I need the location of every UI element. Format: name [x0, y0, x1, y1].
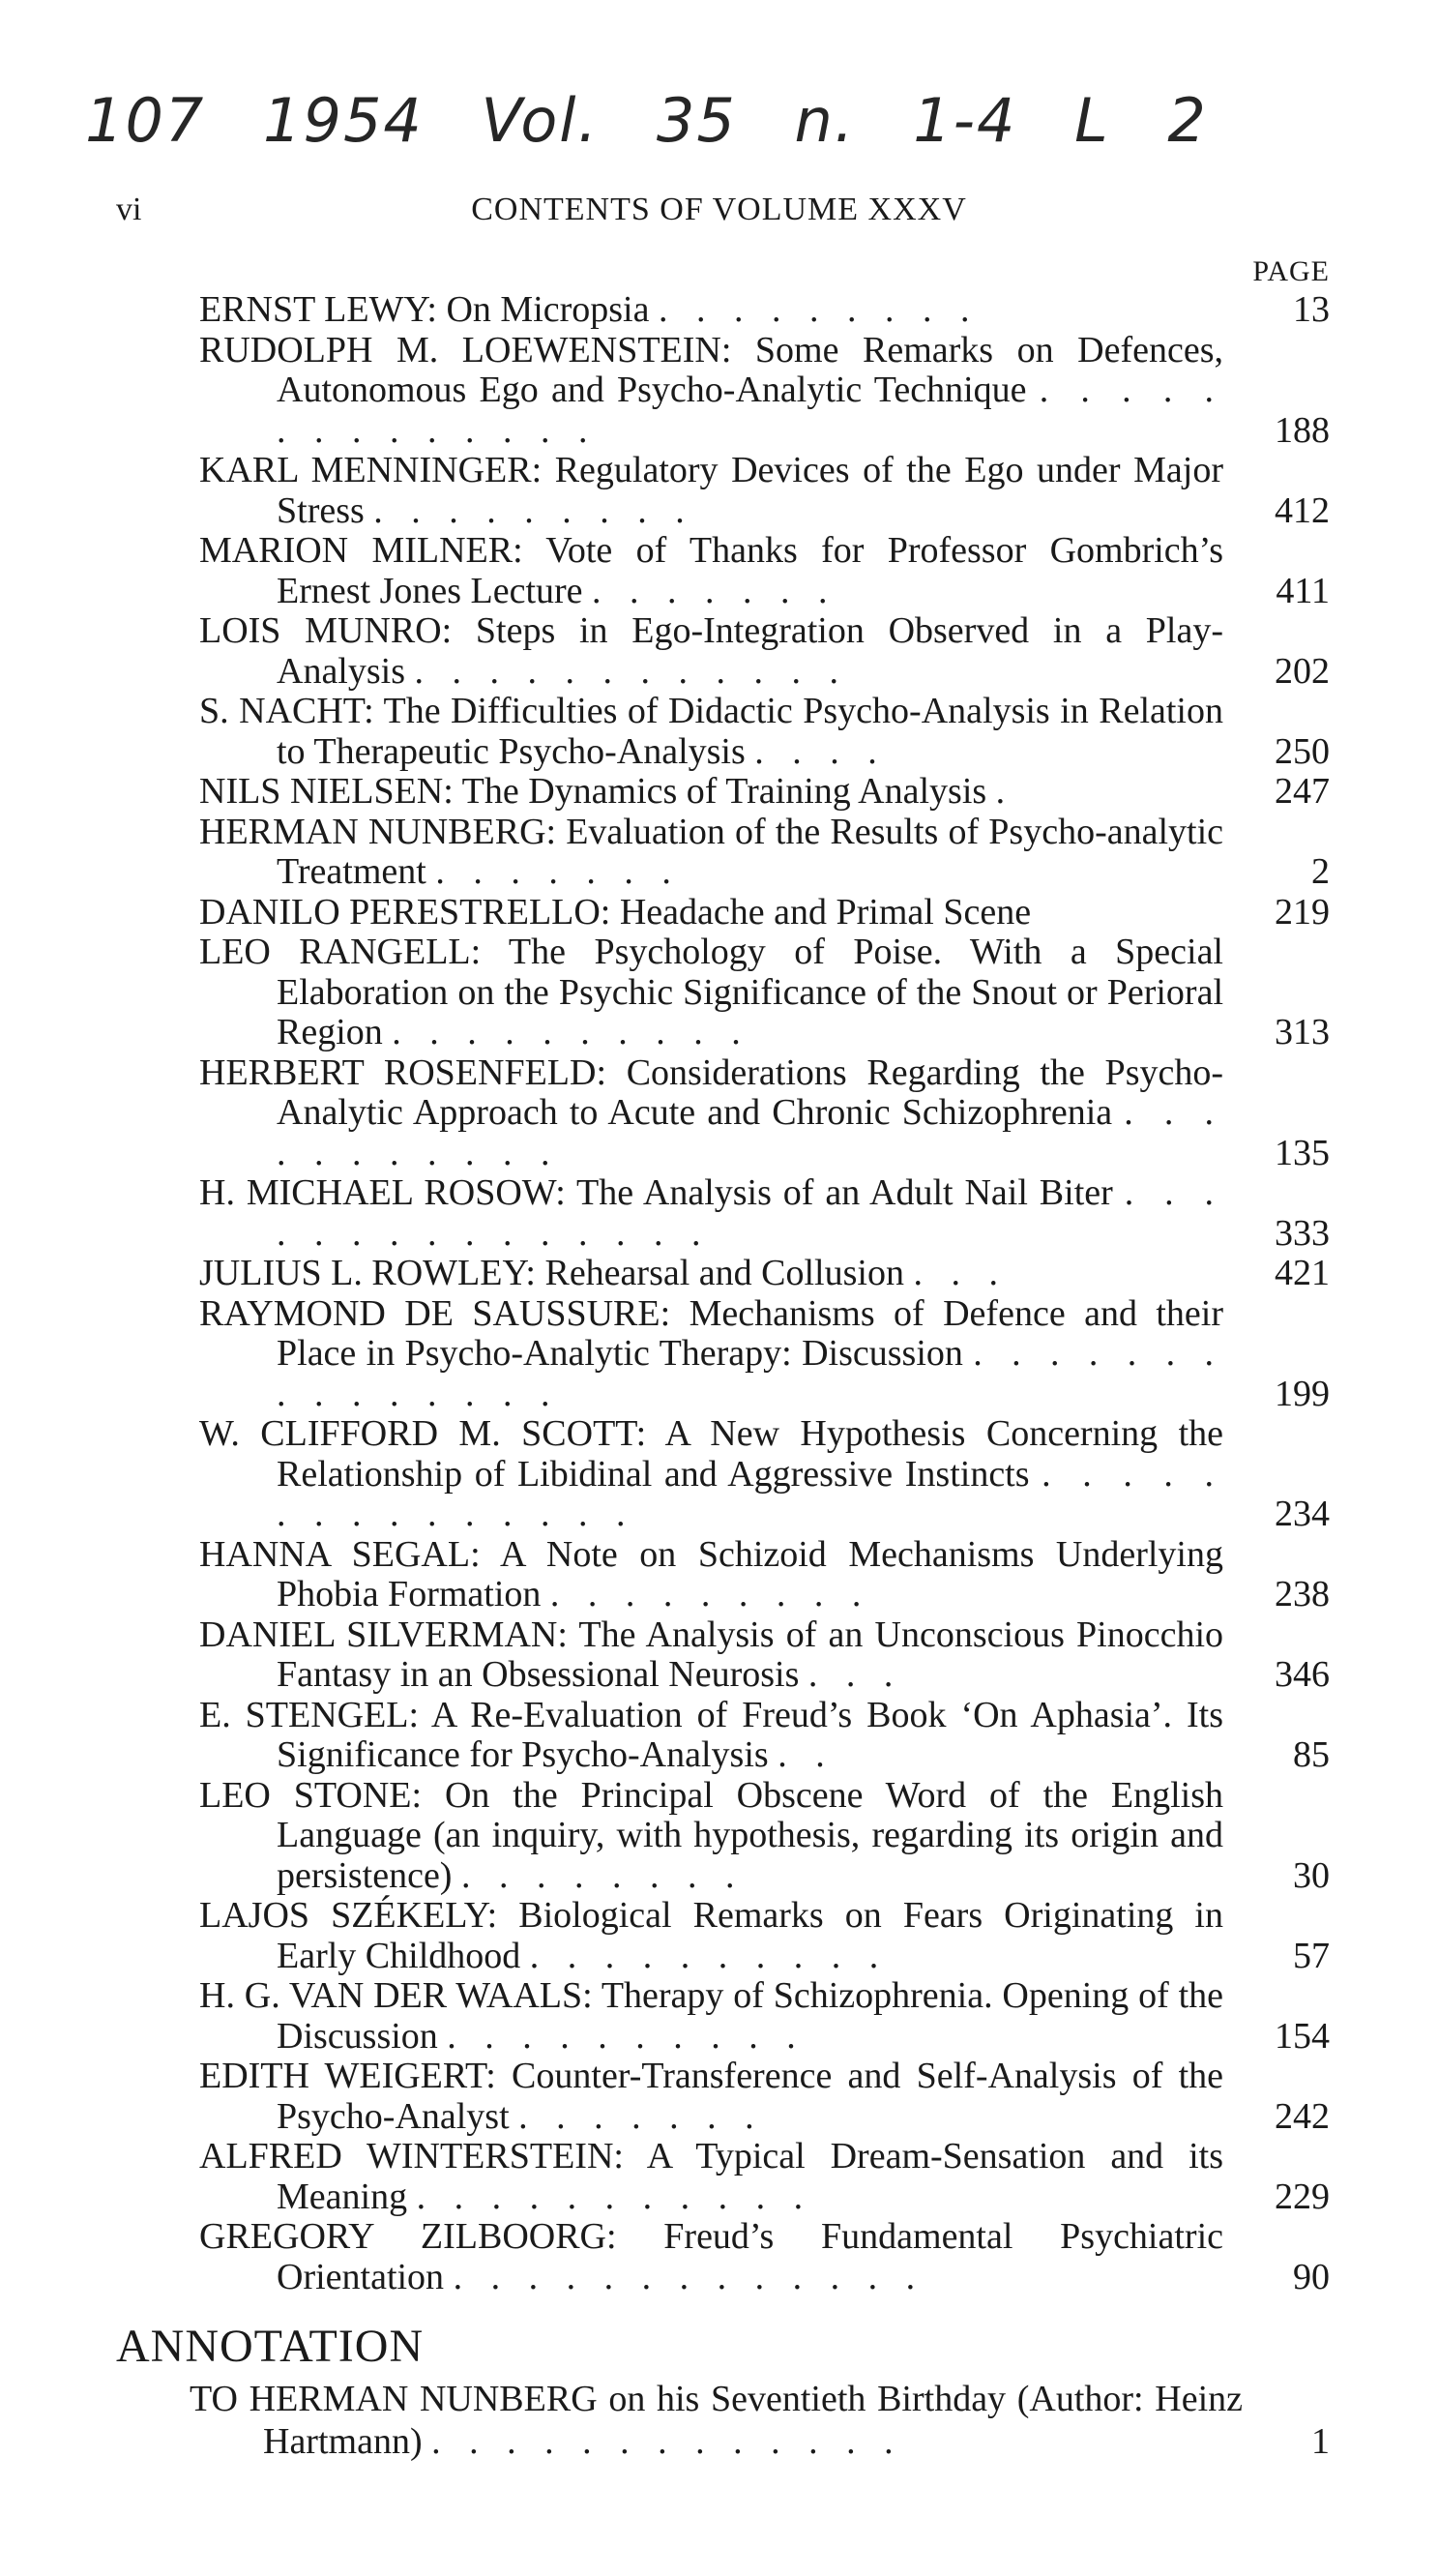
leader-dots: . . . . . . . . . . . . . . .	[277, 1453, 1223, 1534]
entry-page: 57	[1293, 1935, 1330, 1976]
entry-page: 13	[1293, 289, 1330, 330]
leader-dots: . . . . . . . . . . .	[416, 2176, 813, 2217]
entry-text: HANNA SEGAL: A Note on Schizoid Mechanisms Underlying Phobia Formation	[199, 1533, 1223, 1614]
leader-dots: . . . . . . . . . . . . .	[453, 2256, 925, 2297]
entry-page: 412	[1275, 489, 1330, 531]
contents-entry	[199, 692, 1330, 772]
leader-dots: . . . . . . . . . . . .	[414, 650, 848, 692]
entry-text: ALFRED WINTERSTEIN: A Typical Dream-Sensation and its Meaning	[199, 2136, 1223, 2217]
leader-dots: . . . . . . . . . . . . . . .	[277, 1333, 1223, 1414]
entry-text: NILS NIELSEN: The Dynamics of Training Analysis	[199, 771, 987, 812]
contents-entry	[199, 1615, 1330, 1696]
annotation-heading: ANNOTATION	[116, 2321, 425, 2372]
entry-text: LEO STONE: On the Principal Obscene Word of the English Language (an inquiry, with hypothesis, regarding its origin and persistence)	[199, 1774, 1223, 1896]
entry-page: 135	[1275, 1132, 1330, 1173]
contents-list	[199, 290, 1330, 2297]
leader-dots: . . . .	[754, 730, 887, 772]
entry-text: JULIUS L. ROWLEY: Rehearsal and Collusion	[199, 1253, 904, 1293]
contents-entry	[199, 1535, 1330, 1615]
entry-page: 247	[1275, 771, 1330, 812]
entry-text: LOIS MUNRO: Steps in Ego-Integration Observed in a Play-Analysis	[199, 610, 1223, 692]
leader-dots: . . . . . . . . . .	[447, 2015, 806, 2057]
contents-entry	[199, 531, 1330, 611]
contents-entry	[199, 933, 1330, 1053]
entry-page: 229	[1275, 2176, 1330, 2217]
entry-page: 234	[1275, 1494, 1330, 1534]
leader-dots: . . . . . . .	[518, 2095, 764, 2137]
entry-text: DANIEL SILVERMAN: The Analysis of an Unconscious Pinocchio Fantasy in an Obsessional Neurosis	[199, 1614, 1223, 1695]
entry-text: GREGORY ZILBOORG: Freud’s Fundamental Psychiatric Orientation	[199, 2216, 1223, 2297]
contents-entry	[199, 772, 1330, 813]
page-number: vi	[116, 192, 142, 227]
entry-text: MARION MILNER: Vote of Thanks for Professor Gombrich’s Ernest Jones Lecture	[199, 530, 1223, 611]
entry-page: 199	[1275, 1373, 1330, 1414]
entry-text: H. G. VAN DER WAALS: Therapy of Schizophrenia. Opening of the Discussion	[199, 1975, 1223, 2057]
entry-text: S. NACHT: The Difficulties of Didactic Psycho-Analysis in Relation to Therapeutic Psycho-Analysis	[199, 691, 1223, 772]
entry-page: 346	[1275, 1654, 1330, 1695]
entry-page: 30	[1293, 1854, 1330, 1896]
entry-page: 85	[1293, 1734, 1330, 1775]
contents-entry	[199, 893, 1330, 933]
contents-entry	[199, 1976, 1330, 2057]
entry-text: TO HERMAN NUNBERG on his Seventieth Birthday (Author: Heinz Hartmann)	[190, 2379, 1243, 2462]
entry-page: 238	[1275, 1574, 1330, 1614]
leader-dots: . . . . . . . . . . . . . .	[277, 370, 1224, 451]
contents-entry	[199, 2057, 1330, 2137]
entry-text: E. STENGEL: A Re-Evaluation of Freud’s Book ‘On Aphasia’. Its Significance for Psycho-Analysis	[199, 1694, 1223, 1775]
entry-page: 154	[1275, 2015, 1330, 2057]
entry-page: 242	[1275, 2095, 1330, 2137]
entry-text: H. MICHAEL ROSOW: The Analysis of an Adult Nail Biter	[199, 1172, 1113, 1213]
page-column-header: PAGE	[1252, 255, 1330, 287]
annotation-entry	[190, 2378, 1330, 2463]
contents-entry	[199, 611, 1330, 692]
leader-dots: . . . . . . . . . .	[529, 1935, 889, 1976]
contents-entry	[199, 813, 1330, 893]
contents-entry	[199, 1896, 1330, 1976]
contents-entry	[199, 331, 1330, 452]
leader-dots: . . . . . . .	[435, 851, 681, 892]
handwritten-catalog-note: 107 1954 Vol. 35 n. 1-4 L 2	[85, 85, 1208, 156]
entry-text: W. CLIFFORD M. SCOTT: A New Hypothesis Concerning the Relationship of Libidinal and Aggressive Instincts	[199, 1413, 1223, 1495]
leader-dots: . . . . . . . . . . . . .	[431, 2421, 903, 2462]
entry-page: 219	[1275, 891, 1330, 933]
entry-text: KARL MENNINGER: Regulatory Devices of the Ego under Major Stress	[199, 450, 1223, 531]
leader-dots: . . . . . . . . . .	[392, 1012, 750, 1052]
leader-dots: . . . . . . . . .	[373, 489, 694, 531]
entry-page: 2	[1311, 851, 1330, 892]
entry-text: DANILO PERESTRELLO: Headache and Primal Scene	[199, 891, 1032, 933]
entry-text: RUDOLPH M. LOEWENSTEIN: Some Remarks on Defences, Autonomous Ego and Psycho-Analytic Technique	[199, 329, 1223, 410]
entry-text: LEO RANGELL: The Psychology of Poise. With a Special Elaboration on the Psychic Significance of the Snout or Perioral Region	[199, 932, 1223, 1052]
entry-page: 202	[1275, 650, 1330, 692]
contents-entry	[199, 1053, 1330, 1174]
entry-page: 313	[1275, 1012, 1330, 1052]
contents-entry	[199, 1254, 1330, 1294]
contents-entry	[199, 1776, 1330, 1897]
contents-entry	[199, 1414, 1330, 1535]
entry-page: 333	[1275, 1212, 1330, 1254]
leader-dots: . . .	[807, 1654, 903, 1695]
entry-text: LAJOS SZÉKELY: Biological Remarks on Fears Originating in Early Childhood	[199, 1895, 1223, 1976]
entry-text: HERMAN NUNBERG: Evaluation of the Results of Psycho-analytic Treatment	[199, 811, 1223, 892]
leader-dots: . . . . . . . . .	[549, 1574, 871, 1614]
leader-dots: . . . . . . . .	[460, 1854, 745, 1896]
entry-page: 90	[1293, 2256, 1330, 2297]
leader-dots: . . . . . . . . .	[658, 289, 980, 330]
contents-entry	[199, 1294, 1330, 1415]
contents-entry	[199, 1696, 1330, 1776]
entry-text: EDITH WEIGERT: Counter-Transference and Self-Analysis of the Psycho-Analyst	[199, 2056, 1223, 2137]
contents-entry	[199, 290, 1330, 331]
leader-dots: . .	[778, 1734, 835, 1775]
contents-entry	[199, 2137, 1330, 2217]
leader-dots: .	[995, 771, 1015, 812]
contents-entry	[199, 2217, 1330, 2297]
contents-entry	[199, 451, 1330, 531]
entry-text: ERNST LEWY: On Micropsia	[199, 289, 650, 330]
entry-text: RAYMOND DE SAUSSURE: Mechanisms of Defence and their Place in Psycho-Analytic Therapy: Discussion	[199, 1292, 1223, 1374]
entry-page: 188	[1275, 409, 1330, 451]
running-head: CONTENTS OF VOLUME XXXV	[471, 192, 967, 227]
annotation-list	[190, 2378, 1330, 2463]
entry-page: 250	[1275, 730, 1330, 772]
leader-dots: . . . . . . . . . . .	[277, 1092, 1224, 1173]
entry-page: 421	[1275, 1253, 1330, 1293]
leader-dots: . . . . . . . . . . . . . . .	[277, 1172, 1224, 1254]
entry-page: 411	[1276, 570, 1330, 611]
leader-dots: . . .	[913, 1253, 1008, 1293]
contents-entry	[199, 1173, 1330, 1254]
entry-text: HERBERT ROSENFELD: Considerations Regarding the Psycho-Analytic Approach to Acute and Chronic Schizophrenia	[199, 1051, 1223, 1133]
entry-page: 1	[1311, 2421, 1330, 2462]
leader-dots: . . . . . . .	[592, 570, 837, 611]
